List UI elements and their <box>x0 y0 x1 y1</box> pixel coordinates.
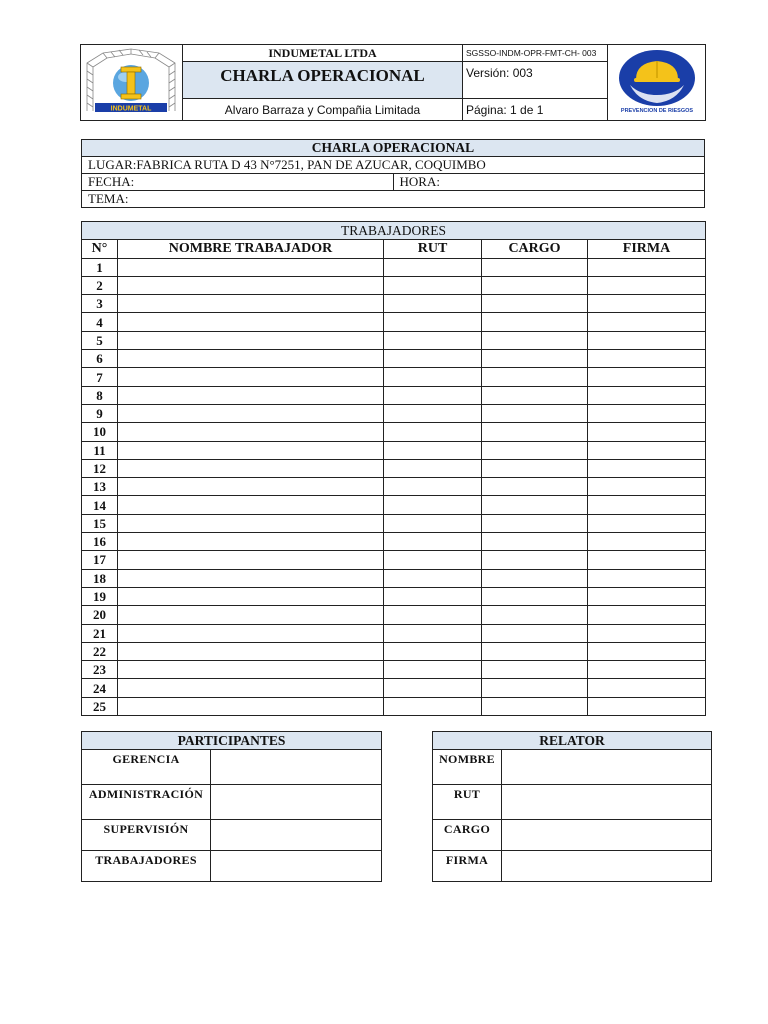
cargo-cell[interactable] <box>482 386 588 404</box>
table-row <box>433 851 712 882</box>
firma-cell[interactable] <box>588 514 706 532</box>
firma-cell[interactable] <box>588 697 706 715</box>
relator-title: RELATOR <box>433 732 712 750</box>
table-row <box>82 785 382 820</box>
table-row <box>82 606 706 624</box>
table-row <box>82 750 382 785</box>
rut-cell[interactable] <box>384 276 482 294</box>
rut-cell[interactable] <box>384 368 482 386</box>
cargo-cell[interactable] <box>482 478 588 496</box>
relator-value-cell[interactable] <box>502 750 712 785</box>
cargo-cell[interactable] <box>482 569 588 587</box>
firma-cell[interactable] <box>588 679 706 697</box>
cargo-cell[interactable] <box>482 258 588 276</box>
firma-cell[interactable] <box>588 295 706 313</box>
nombre-cell[interactable] <box>118 386 384 404</box>
dept-logo-cell <box>608 45 706 121</box>
row-number: 18 <box>82 569 118 587</box>
row-number: 4 <box>82 313 118 331</box>
row-number: 13 <box>82 478 118 496</box>
workers-header-row <box>82 240 706 258</box>
table-row <box>82 587 706 605</box>
table-row <box>82 697 706 715</box>
row-number: 1 <box>82 258 118 276</box>
nombre-cell[interactable] <box>118 624 384 642</box>
cargo-cell[interactable] <box>482 697 588 715</box>
row-number: 16 <box>82 533 118 551</box>
firma-cell[interactable] <box>588 533 706 551</box>
rut-cell[interactable] <box>384 386 482 404</box>
table-row <box>433 820 712 851</box>
rut-cell[interactable] <box>384 551 482 569</box>
relator-label: RUT <box>433 785 502 820</box>
dept-logo-text: PREVENCION DE RIESGOS <box>620 108 694 114</box>
firma-cell[interactable] <box>588 258 706 276</box>
relator-label: FIRMA <box>433 851 502 882</box>
nombre-cell[interactable] <box>118 423 384 441</box>
rut-cell[interactable] <box>384 459 482 477</box>
firma-cell[interactable] <box>588 569 706 587</box>
row-number: 22 <box>82 642 118 660</box>
table-row <box>82 569 706 587</box>
row-number: 24 <box>82 679 118 697</box>
firma-cell[interactable] <box>588 368 706 386</box>
row-number: 6 <box>82 350 118 368</box>
rut-cell[interactable] <box>384 441 482 459</box>
table-row <box>82 313 706 331</box>
company-logo-cell <box>81 45 183 121</box>
table-row <box>82 661 706 679</box>
workers-column-header: CARGO <box>482 240 588 258</box>
workers-column-header: NOMBRE TRABAJADOR <box>118 240 384 258</box>
lugar-field: LUGAR:FABRICA RUTA D 43 N°7251, PAN DE AZUCAR, COQUIMBO <box>82 157 705 174</box>
rut-cell[interactable] <box>384 514 482 532</box>
nombre-cell[interactable] <box>118 459 384 477</box>
rut-cell[interactable] <box>384 423 482 441</box>
nombre-cell[interactable] <box>118 331 384 349</box>
document-title: CHARLA OPERACIONAL <box>183 62 462 99</box>
nombre-cell[interactable] <box>118 642 384 660</box>
row-number: 25 <box>82 697 118 715</box>
firma-cell[interactable] <box>588 276 706 294</box>
document-page: Página: 1 de 1 <box>466 103 544 117</box>
table-row <box>82 258 706 276</box>
row-number: 12 <box>82 459 118 477</box>
cargo-cell[interactable] <box>482 368 588 386</box>
firma-cell[interactable] <box>588 350 706 368</box>
nombre-cell[interactable] <box>118 533 384 551</box>
firma-cell[interactable] <box>588 423 706 441</box>
row-number: 14 <box>82 496 118 514</box>
workers-column-header: RUT <box>384 240 482 258</box>
cargo-cell[interactable] <box>482 496 588 514</box>
rut-cell[interactable] <box>384 478 482 496</box>
row-number: 20 <box>82 606 118 624</box>
rut-cell[interactable] <box>384 569 482 587</box>
hora-field[interactable]: HORA: <box>393 174 705 191</box>
nombre-cell[interactable] <box>118 551 384 569</box>
table-row <box>82 496 706 514</box>
nombre-cell[interactable] <box>118 569 384 587</box>
cargo-cell[interactable] <box>482 276 588 294</box>
workers-table <box>81 221 706 716</box>
participantes-body <box>82 750 382 882</box>
table-row <box>82 331 706 349</box>
participantes-value-cell[interactable] <box>211 820 382 851</box>
nombre-cell[interactable] <box>118 404 384 422</box>
nombre-cell[interactable] <box>118 514 384 532</box>
relator-body <box>433 750 712 882</box>
cargo-cell[interactable] <box>482 533 588 551</box>
table-row <box>82 368 706 386</box>
participantes-label: SUPERVISIÓN <box>82 820 211 851</box>
row-number: 11 <box>82 441 118 459</box>
fecha-field[interactable]: FECHA: <box>82 174 394 191</box>
header-meta-cell <box>463 45 608 121</box>
relator-value-cell[interactable] <box>502 785 712 820</box>
nombre-cell[interactable] <box>118 496 384 514</box>
firma-cell[interactable] <box>588 587 706 605</box>
document-code: SGSSO-INDM-OPR-FMT-CH- 003 <box>463 45 607 62</box>
cargo-cell[interactable] <box>482 441 588 459</box>
row-number: 17 <box>82 551 118 569</box>
workers-column-header: N° <box>82 240 118 258</box>
nombre-cell[interactable] <box>118 679 384 697</box>
relator-label: CARGO <box>433 820 502 851</box>
firma-cell[interactable] <box>588 606 706 624</box>
company-name: INDUMETAL LTDA <box>183 45 462 62</box>
cargo-cell[interactable] <box>482 423 588 441</box>
nombre-cell[interactable] <box>118 697 384 715</box>
row-number: 7 <box>82 368 118 386</box>
nombre-cell[interactable] <box>118 295 384 313</box>
rut-cell[interactable] <box>384 313 482 331</box>
row-number: 15 <box>82 514 118 532</box>
document-header <box>80 44 706 121</box>
firma-cell[interactable] <box>588 404 706 422</box>
firma-cell[interactable] <box>588 496 706 514</box>
firma-cell[interactable] <box>588 551 706 569</box>
table-row <box>82 459 706 477</box>
workers-title: TRABAJADORES <box>82 222 706 240</box>
hard-hat-logo <box>608 45 706 121</box>
logo-text: INDUMETAL <box>110 105 152 113</box>
cargo-cell[interactable] <box>482 459 588 477</box>
table-row <box>82 533 706 551</box>
nombre-cell[interactable] <box>118 478 384 496</box>
document-version: Versión: 003 <box>463 62 607 99</box>
cargo-cell[interactable] <box>482 587 588 605</box>
participantes-title: PARTICIPANTES <box>82 732 382 750</box>
rut-cell[interactable] <box>384 697 482 715</box>
table-row <box>82 820 382 851</box>
cargo-cell[interactable] <box>482 642 588 660</box>
rut-cell[interactable] <box>384 331 482 349</box>
table-row <box>82 295 706 313</box>
nombre-cell[interactable] <box>118 606 384 624</box>
row-number: 19 <box>82 587 118 605</box>
firma-cell[interactable] <box>588 661 706 679</box>
firma-cell[interactable] <box>588 478 706 496</box>
table-row <box>82 350 706 368</box>
nombre-cell[interactable] <box>118 258 384 276</box>
rut-cell[interactable] <box>384 350 482 368</box>
rut-cell[interactable] <box>384 624 482 642</box>
rut-cell[interactable] <box>384 679 482 697</box>
indumetal-logo <box>81 45 181 121</box>
rut-cell[interactable] <box>384 533 482 551</box>
firma-cell[interactable] <box>588 642 706 660</box>
participantes-label: ADMINISTRACIÓN <box>82 785 211 820</box>
participantes-value-cell[interactable] <box>211 785 382 820</box>
nombre-cell[interactable] <box>118 587 384 605</box>
table-row <box>82 423 706 441</box>
rut-cell[interactable] <box>384 496 482 514</box>
row-number: 2 <box>82 276 118 294</box>
cargo-cell[interactable] <box>482 295 588 313</box>
row-number: 23 <box>82 661 118 679</box>
firma-cell[interactable] <box>588 331 706 349</box>
legal-name: Alvaro Barraza y Compañia Limitada <box>224 103 421 117</box>
rut-cell[interactable] <box>384 661 482 679</box>
nombre-cell[interactable] <box>118 441 384 459</box>
participantes-value-cell[interactable] <box>211 750 382 785</box>
rut-cell[interactable] <box>384 258 482 276</box>
info-title: CHARLA OPERACIONAL <box>82 140 705 157</box>
table-row <box>433 750 712 785</box>
row-number: 5 <box>82 331 118 349</box>
workers-body <box>82 258 706 715</box>
nombre-cell[interactable] <box>118 313 384 331</box>
table-row <box>82 624 706 642</box>
header-title-cell <box>183 45 463 121</box>
info-table <box>81 139 705 208</box>
participantes-label: TRABAJADORES <box>82 851 211 882</box>
rut-cell[interactable] <box>384 295 482 313</box>
table-row <box>82 851 382 882</box>
firma-cell[interactable] <box>588 386 706 404</box>
workers-column-header: FIRMA <box>588 240 706 258</box>
cargo-cell[interactable] <box>482 606 588 624</box>
row-number: 21 <box>82 624 118 642</box>
table-row <box>82 386 706 404</box>
cargo-cell[interactable] <box>482 624 588 642</box>
cargo-cell[interactable] <box>482 661 588 679</box>
row-number: 9 <box>82 404 118 422</box>
relator-table <box>432 731 712 882</box>
row-number: 8 <box>82 386 118 404</box>
table-row <box>82 478 706 496</box>
participantes-label: GERENCIA <box>82 750 211 785</box>
firma-cell[interactable] <box>588 441 706 459</box>
table-row <box>82 679 706 697</box>
cargo-cell[interactable] <box>482 331 588 349</box>
cargo-cell[interactable] <box>482 350 588 368</box>
tema-field[interactable]: TEMA: <box>82 191 705 208</box>
firma-cell[interactable] <box>588 624 706 642</box>
table-row <box>82 514 706 532</box>
rut-cell[interactable] <box>384 404 482 422</box>
table-row <box>82 404 706 422</box>
cargo-cell[interactable] <box>482 551 588 569</box>
rut-cell[interactable] <box>384 642 482 660</box>
nombre-cell[interactable] <box>118 276 384 294</box>
relator-value-cell[interactable] <box>502 820 712 851</box>
table-row <box>82 642 706 660</box>
nombre-cell[interactable] <box>118 661 384 679</box>
rut-cell[interactable] <box>384 606 482 624</box>
participantes-value-cell[interactable] <box>211 851 382 882</box>
row-number: 10 <box>82 423 118 441</box>
cargo-cell[interactable] <box>482 679 588 697</box>
row-number: 3 <box>82 295 118 313</box>
participantes-table <box>81 731 382 882</box>
relator-label: NOMBRE <box>433 750 502 785</box>
cargo-cell[interactable] <box>482 404 588 422</box>
table-row <box>82 276 706 294</box>
nombre-cell[interactable] <box>118 368 384 386</box>
rut-cell[interactable] <box>384 587 482 605</box>
relator-value-cell[interactable] <box>502 851 712 882</box>
firma-cell[interactable] <box>588 459 706 477</box>
firma-cell[interactable] <box>588 313 706 331</box>
table-row <box>82 551 706 569</box>
nombre-cell[interactable] <box>118 350 384 368</box>
cargo-cell[interactable] <box>482 514 588 532</box>
table-row <box>82 441 706 459</box>
cargo-cell[interactable] <box>482 313 588 331</box>
table-row <box>433 785 712 820</box>
